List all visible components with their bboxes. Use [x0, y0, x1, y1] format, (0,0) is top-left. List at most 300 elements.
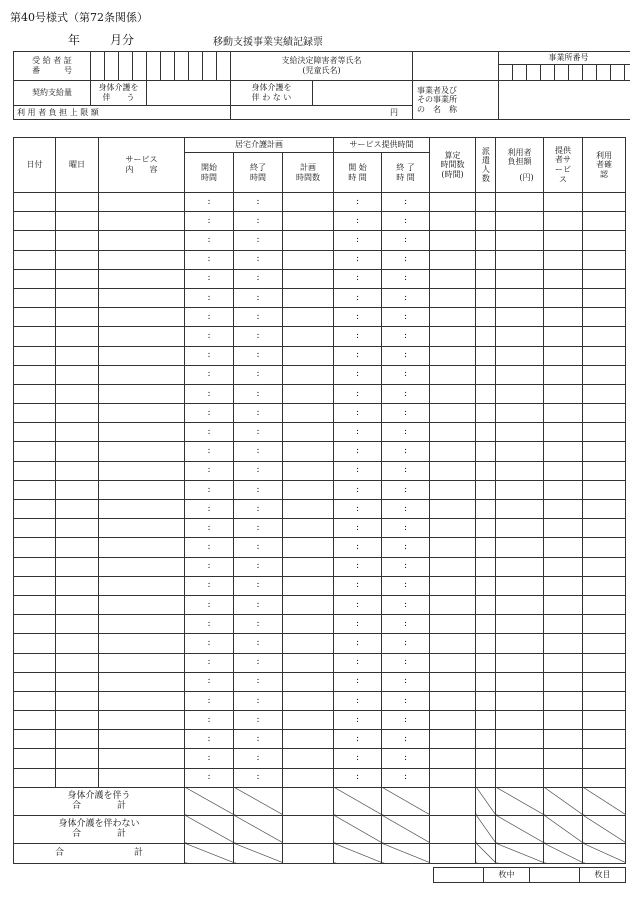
cell-dispatch[interactable]: [476, 615, 496, 634]
cell-calc[interactable]: [430, 231, 476, 250]
cell-service[interactable]: [99, 193, 185, 212]
cell-p-start[interactable]: [334, 288, 382, 307]
cell-confirm[interactable]: [583, 423, 626, 442]
cell-p-start[interactable]: [334, 269, 382, 288]
cell-plan-hours[interactable]: [283, 423, 334, 442]
cell-calc[interactable]: [430, 269, 476, 288]
cell-confirm[interactable]: [583, 653, 626, 672]
cell-plan-hours[interactable]: [283, 730, 334, 749]
cell-calc[interactable]: [430, 346, 476, 365]
cell-weekday[interactable]: [56, 615, 99, 634]
office-no-digit[interactable]: [513, 65, 527, 81]
cell-dispatch[interactable]: [476, 212, 496, 231]
cell-p-start[interactable]: [334, 480, 382, 499]
cell-confirm[interactable]: [583, 519, 626, 538]
cell-weekday[interactable]: [56, 711, 99, 730]
cell-p-end[interactable]: [382, 308, 430, 327]
cell-cost[interactable]: [496, 576, 544, 595]
cell-date[interactable]: [14, 327, 56, 346]
with-care-amount[interactable]: [147, 81, 231, 106]
cell-plan-end[interactable]: [234, 653, 283, 672]
cell-p-start[interactable]: [334, 749, 382, 768]
cell-service[interactable]: [99, 480, 185, 499]
cell-plan-hours[interactable]: [283, 308, 334, 327]
cell-provider[interactable]: [544, 442, 583, 461]
cell-date[interactable]: [14, 308, 56, 327]
cell-weekday[interactable]: [56, 768, 99, 787]
without-care-amount[interactable]: [313, 81, 413, 106]
cell-weekday[interactable]: [56, 308, 99, 327]
cell-date[interactable]: [14, 269, 56, 288]
cell-service[interactable]: [99, 500, 185, 519]
cell-p-end[interactable]: [382, 404, 430, 423]
cell-plan-end[interactable]: [234, 595, 283, 614]
cell-dispatch[interactable]: [476, 480, 496, 499]
cell-plan-hours[interactable]: [283, 691, 334, 710]
total-grand-calc[interactable]: [430, 843, 476, 863]
cell-provider[interactable]: [544, 691, 583, 710]
cell-service[interactable]: [99, 519, 185, 538]
cell-weekday[interactable]: [56, 423, 99, 442]
cell-plan-start[interactable]: [185, 711, 234, 730]
cell-date[interactable]: [14, 442, 56, 461]
cell-confirm[interactable]: [583, 634, 626, 653]
cell-plan-end[interactable]: [234, 327, 283, 346]
cell-calc[interactable]: [430, 749, 476, 768]
cell-plan-hours[interactable]: [283, 231, 334, 250]
recipient-no-digit[interactable]: [161, 52, 175, 81]
cell-p-start[interactable]: [334, 442, 382, 461]
cell-weekday[interactable]: [56, 519, 99, 538]
cell-plan-end[interactable]: [234, 768, 283, 787]
cell-plan-start[interactable]: [185, 365, 234, 384]
cell-dispatch[interactable]: [476, 423, 496, 442]
cell-cost[interactable]: [496, 500, 544, 519]
cell-date[interactable]: [14, 193, 56, 212]
cell-p-end[interactable]: [382, 288, 430, 307]
cell-plan-start[interactable]: [185, 634, 234, 653]
recipient-no-digit[interactable]: [91, 52, 105, 81]
cell-service[interactable]: [99, 672, 185, 691]
cell-p-end[interactable]: [382, 749, 430, 768]
cell-plan-hours[interactable]: [283, 595, 334, 614]
cell-p-start[interactable]: [334, 557, 382, 576]
sheet-nth-field[interactable]: [530, 868, 580, 883]
cell-service[interactable]: [99, 288, 185, 307]
cell-p-start[interactable]: [334, 404, 382, 423]
cell-plan-hours[interactable]: [283, 250, 334, 269]
cell-dispatch[interactable]: [476, 634, 496, 653]
cell-confirm[interactable]: [583, 480, 626, 499]
cell-calc[interactable]: [430, 538, 476, 557]
cell-plan-start[interactable]: [185, 576, 234, 595]
total-with-care-plan-hours[interactable]: [283, 787, 334, 815]
cell-date[interactable]: [14, 480, 56, 499]
cell-date[interactable]: [14, 615, 56, 634]
cell-calc[interactable]: [430, 615, 476, 634]
cell-p-end[interactable]: [382, 711, 430, 730]
cell-service[interactable]: [99, 404, 185, 423]
cell-service[interactable]: [99, 212, 185, 231]
cell-provider[interactable]: [544, 500, 583, 519]
cell-cost[interactable]: [496, 461, 544, 480]
cell-p-end[interactable]: [382, 576, 430, 595]
recipient-no-digit[interactable]: [217, 52, 231, 81]
cell-confirm[interactable]: [583, 672, 626, 691]
cell-calc[interactable]: [430, 576, 476, 595]
cell-plan-end[interactable]: [234, 250, 283, 269]
office-no-digit[interactable]: [611, 65, 625, 81]
cell-plan-hours[interactable]: [283, 711, 334, 730]
cell-weekday[interactable]: [56, 384, 99, 403]
cell-provider[interactable]: [544, 749, 583, 768]
cell-plan-hours[interactable]: [283, 269, 334, 288]
cell-plan-end[interactable]: [234, 404, 283, 423]
cell-dispatch[interactable]: [476, 346, 496, 365]
cell-provider[interactable]: [544, 672, 583, 691]
cell-plan-end[interactable]: [234, 576, 283, 595]
cell-cost[interactable]: [496, 615, 544, 634]
cell-dispatch[interactable]: [476, 538, 496, 557]
cell-plan-start[interactable]: [185, 308, 234, 327]
cell-cost[interactable]: [496, 672, 544, 691]
cell-plan-end[interactable]: [234, 615, 283, 634]
cell-provider[interactable]: [544, 768, 583, 787]
cell-confirm[interactable]: [583, 404, 626, 423]
recipient-no-digit[interactable]: [189, 52, 203, 81]
cell-provider[interactable]: [544, 730, 583, 749]
cell-service[interactable]: [99, 768, 185, 787]
cell-plan-start[interactable]: [185, 346, 234, 365]
cell-cost[interactable]: [496, 768, 544, 787]
cell-plan-start[interactable]: [185, 231, 234, 250]
cell-calc[interactable]: [430, 653, 476, 672]
cell-calc[interactable]: [430, 442, 476, 461]
cell-confirm[interactable]: [583, 308, 626, 327]
cell-service[interactable]: [99, 365, 185, 384]
cell-p-start[interactable]: [334, 193, 382, 212]
cell-p-start[interactable]: [334, 423, 382, 442]
cell-cost[interactable]: [496, 730, 544, 749]
cell-plan-start[interactable]: [185, 538, 234, 557]
cell-plan-hours[interactable]: [283, 615, 334, 634]
cell-plan-end[interactable]: [234, 461, 283, 480]
cell-p-end[interactable]: [382, 691, 430, 710]
cell-date[interactable]: [14, 423, 56, 442]
cell-date[interactable]: [14, 500, 56, 519]
cell-weekday[interactable]: [56, 500, 99, 519]
cell-dispatch[interactable]: [476, 691, 496, 710]
cell-provider[interactable]: [544, 519, 583, 538]
cell-cost[interactable]: [496, 538, 544, 557]
cell-date[interactable]: [14, 250, 56, 269]
cell-date[interactable]: [14, 288, 56, 307]
cell-cost[interactable]: [496, 480, 544, 499]
cell-calc[interactable]: [430, 461, 476, 480]
user-name-field[interactable]: [413, 52, 499, 81]
cell-plan-hours[interactable]: [283, 653, 334, 672]
cell-plan-hours[interactable]: [283, 346, 334, 365]
cell-cost[interactable]: [496, 384, 544, 403]
cell-plan-start[interactable]: [185, 193, 234, 212]
cell-service[interactable]: [99, 442, 185, 461]
office-no-digit[interactable]: [499, 65, 513, 81]
cell-date[interactable]: [14, 768, 56, 787]
cell-dispatch[interactable]: [476, 595, 496, 614]
cell-plan-hours[interactable]: [283, 442, 334, 461]
cell-plan-end[interactable]: [234, 711, 283, 730]
cell-p-start[interactable]: [334, 519, 382, 538]
cell-plan-end[interactable]: [234, 730, 283, 749]
cell-p-start[interactable]: [334, 212, 382, 231]
cell-cost[interactable]: [496, 404, 544, 423]
cell-date[interactable]: [14, 595, 56, 614]
cell-confirm[interactable]: [583, 365, 626, 384]
cell-p-start[interactable]: [334, 711, 382, 730]
cell-calc[interactable]: [430, 288, 476, 307]
cell-confirm[interactable]: [583, 250, 626, 269]
cell-p-start[interactable]: [334, 231, 382, 250]
cell-plan-start[interactable]: [185, 519, 234, 538]
cell-provider[interactable]: [544, 595, 583, 614]
cell-weekday[interactable]: [56, 653, 99, 672]
cell-dispatch[interactable]: [476, 653, 496, 672]
cell-calc[interactable]: [430, 365, 476, 384]
cell-plan-end[interactable]: [234, 538, 283, 557]
cell-plan-end[interactable]: [234, 634, 283, 653]
cell-date[interactable]: [14, 519, 56, 538]
cell-dispatch[interactable]: [476, 672, 496, 691]
cell-calc[interactable]: [430, 212, 476, 231]
office-no-digit[interactable]: [541, 65, 555, 81]
cell-cost[interactable]: [496, 231, 544, 250]
cell-cost[interactable]: [496, 519, 544, 538]
cell-plan-hours[interactable]: [283, 519, 334, 538]
cell-p-start[interactable]: [334, 768, 382, 787]
cell-cost[interactable]: [496, 749, 544, 768]
cell-service[interactable]: [99, 327, 185, 346]
cell-service[interactable]: [99, 615, 185, 634]
cell-provider[interactable]: [544, 288, 583, 307]
cell-weekday[interactable]: [56, 730, 99, 749]
cell-dispatch[interactable]: [476, 749, 496, 768]
cell-calc[interactable]: [430, 500, 476, 519]
cell-dispatch[interactable]: [476, 308, 496, 327]
cell-dispatch[interactable]: [476, 730, 496, 749]
cell-p-start[interactable]: [334, 461, 382, 480]
cell-calc[interactable]: [430, 519, 476, 538]
cell-dispatch[interactable]: [476, 193, 496, 212]
cell-provider[interactable]: [544, 365, 583, 384]
cell-plan-end[interactable]: [234, 269, 283, 288]
cell-cost[interactable]: [496, 634, 544, 653]
cell-p-end[interactable]: [382, 480, 430, 499]
office-no-digit[interactable]: [555, 65, 569, 81]
cell-plan-end[interactable]: [234, 212, 283, 231]
cell-service[interactable]: [99, 730, 185, 749]
cell-weekday[interactable]: [56, 672, 99, 691]
cell-p-end[interactable]: [382, 327, 430, 346]
cell-plan-start[interactable]: [185, 269, 234, 288]
cell-provider[interactable]: [544, 634, 583, 653]
cell-p-end[interactable]: [382, 653, 430, 672]
total-without-care-calc[interactable]: [430, 815, 476, 843]
cell-date[interactable]: [14, 346, 56, 365]
cell-plan-hours[interactable]: [283, 500, 334, 519]
cell-calc[interactable]: [430, 634, 476, 653]
cell-plan-end[interactable]: [234, 480, 283, 499]
cell-plan-end[interactable]: [234, 442, 283, 461]
cell-plan-end[interactable]: [234, 519, 283, 538]
cell-date[interactable]: [14, 384, 56, 403]
cell-plan-hours[interactable]: [283, 212, 334, 231]
cell-p-start[interactable]: [334, 346, 382, 365]
cell-plan-start[interactable]: [185, 768, 234, 787]
cell-dispatch[interactable]: [476, 768, 496, 787]
cell-plan-start[interactable]: [185, 653, 234, 672]
cell-plan-hours[interactable]: [283, 634, 334, 653]
cell-plan-start[interactable]: [185, 442, 234, 461]
cell-dispatch[interactable]: [476, 231, 496, 250]
cell-p-end[interactable]: [382, 461, 430, 480]
cell-plan-start[interactable]: [185, 749, 234, 768]
cell-weekday[interactable]: [56, 538, 99, 557]
cell-plan-start[interactable]: [185, 500, 234, 519]
cell-plan-end[interactable]: [234, 500, 283, 519]
cell-provider[interactable]: [544, 346, 583, 365]
cell-p-end[interactable]: [382, 423, 430, 442]
cell-confirm[interactable]: [583, 691, 626, 710]
cell-service[interactable]: [99, 711, 185, 730]
cell-service[interactable]: [99, 595, 185, 614]
cell-p-end[interactable]: [382, 595, 430, 614]
cell-plan-hours[interactable]: [283, 768, 334, 787]
cell-provider[interactable]: [544, 480, 583, 499]
cell-service[interactable]: [99, 231, 185, 250]
cell-weekday[interactable]: [56, 231, 99, 250]
cell-plan-start[interactable]: [185, 461, 234, 480]
cell-provider[interactable]: [544, 711, 583, 730]
cell-confirm[interactable]: [583, 384, 626, 403]
cell-plan-start[interactable]: [185, 672, 234, 691]
cell-date[interactable]: [14, 231, 56, 250]
cell-p-end[interactable]: [382, 500, 430, 519]
cell-plan-start[interactable]: [185, 615, 234, 634]
cell-plan-hours[interactable]: [283, 749, 334, 768]
office-no-digit[interactable]: [583, 65, 597, 81]
office-no-digit[interactable]: [625, 65, 630, 81]
cell-p-start[interactable]: [334, 576, 382, 595]
cell-p-start[interactable]: [334, 384, 382, 403]
cell-weekday[interactable]: [56, 346, 99, 365]
cell-plan-start[interactable]: [185, 730, 234, 749]
office-no-digit[interactable]: [569, 65, 583, 81]
cell-date[interactable]: [14, 557, 56, 576]
cell-confirm[interactable]: [583, 442, 626, 461]
cell-p-start[interactable]: [334, 634, 382, 653]
cell-plan-start[interactable]: [185, 423, 234, 442]
recipient-no-digit[interactable]: [119, 52, 133, 81]
user-limit-amount[interactable]: [231, 106, 413, 120]
cell-cost[interactable]: [496, 557, 544, 576]
cell-cost[interactable]: [496, 346, 544, 365]
recipient-no-digit[interactable]: [105, 52, 119, 81]
cell-confirm[interactable]: [583, 288, 626, 307]
cell-weekday[interactable]: [56, 269, 99, 288]
cell-provider[interactable]: [544, 423, 583, 442]
cell-plan-start[interactable]: [185, 691, 234, 710]
cell-confirm[interactable]: [583, 327, 626, 346]
cell-cost[interactable]: [496, 711, 544, 730]
cell-confirm[interactable]: [583, 557, 626, 576]
cell-weekday[interactable]: [56, 691, 99, 710]
cell-plan-hours[interactable]: [283, 384, 334, 403]
cell-plan-end[interactable]: [234, 193, 283, 212]
cell-plan-end[interactable]: [234, 231, 283, 250]
cell-p-start[interactable]: [334, 653, 382, 672]
cell-plan-end[interactable]: [234, 557, 283, 576]
cell-plan-end[interactable]: [234, 308, 283, 327]
cell-cost[interactable]: [496, 442, 544, 461]
cell-provider[interactable]: [544, 576, 583, 595]
cell-plan-hours[interactable]: [283, 672, 334, 691]
cell-date[interactable]: [14, 404, 56, 423]
cell-weekday[interactable]: [56, 212, 99, 231]
cell-provider[interactable]: [544, 653, 583, 672]
cell-cost[interactable]: [496, 327, 544, 346]
cell-plan-hours[interactable]: [283, 327, 334, 346]
cell-plan-start[interactable]: [185, 212, 234, 231]
cell-plan-hours[interactable]: [283, 480, 334, 499]
cell-confirm[interactable]: [583, 461, 626, 480]
cell-provider[interactable]: [544, 193, 583, 212]
cell-provider[interactable]: [544, 231, 583, 250]
cell-p-end[interactable]: [382, 615, 430, 634]
cell-date[interactable]: [14, 730, 56, 749]
cell-p-start[interactable]: [334, 538, 382, 557]
recipient-no-digit[interactable]: [175, 52, 189, 81]
cell-p-start[interactable]: [334, 500, 382, 519]
cell-weekday[interactable]: [56, 461, 99, 480]
cell-dispatch[interactable]: [476, 250, 496, 269]
cell-p-end[interactable]: [382, 384, 430, 403]
cell-calc[interactable]: [430, 327, 476, 346]
cell-date[interactable]: [14, 691, 56, 710]
cell-provider[interactable]: [544, 615, 583, 634]
cell-p-end[interactable]: [382, 672, 430, 691]
cell-provider[interactable]: [544, 269, 583, 288]
recipient-no-digit[interactable]: [147, 52, 161, 81]
cell-plan-start[interactable]: [185, 557, 234, 576]
cell-weekday[interactable]: [56, 576, 99, 595]
cell-dispatch[interactable]: [476, 519, 496, 538]
cell-date[interactable]: [14, 634, 56, 653]
cell-confirm[interactable]: [583, 212, 626, 231]
cell-date[interactable]: [14, 576, 56, 595]
cell-confirm[interactable]: [583, 231, 626, 250]
cell-confirm[interactable]: [583, 730, 626, 749]
cell-p-end[interactable]: [382, 346, 430, 365]
cell-provider[interactable]: [544, 327, 583, 346]
cell-weekday[interactable]: [56, 404, 99, 423]
cell-service[interactable]: [99, 423, 185, 442]
cell-dispatch[interactable]: [476, 576, 496, 595]
cell-p-start[interactable]: [334, 730, 382, 749]
cell-date[interactable]: [14, 365, 56, 384]
cell-dispatch[interactable]: [476, 500, 496, 519]
cell-calc[interactable]: [430, 595, 476, 614]
cell-plan-end[interactable]: [234, 288, 283, 307]
